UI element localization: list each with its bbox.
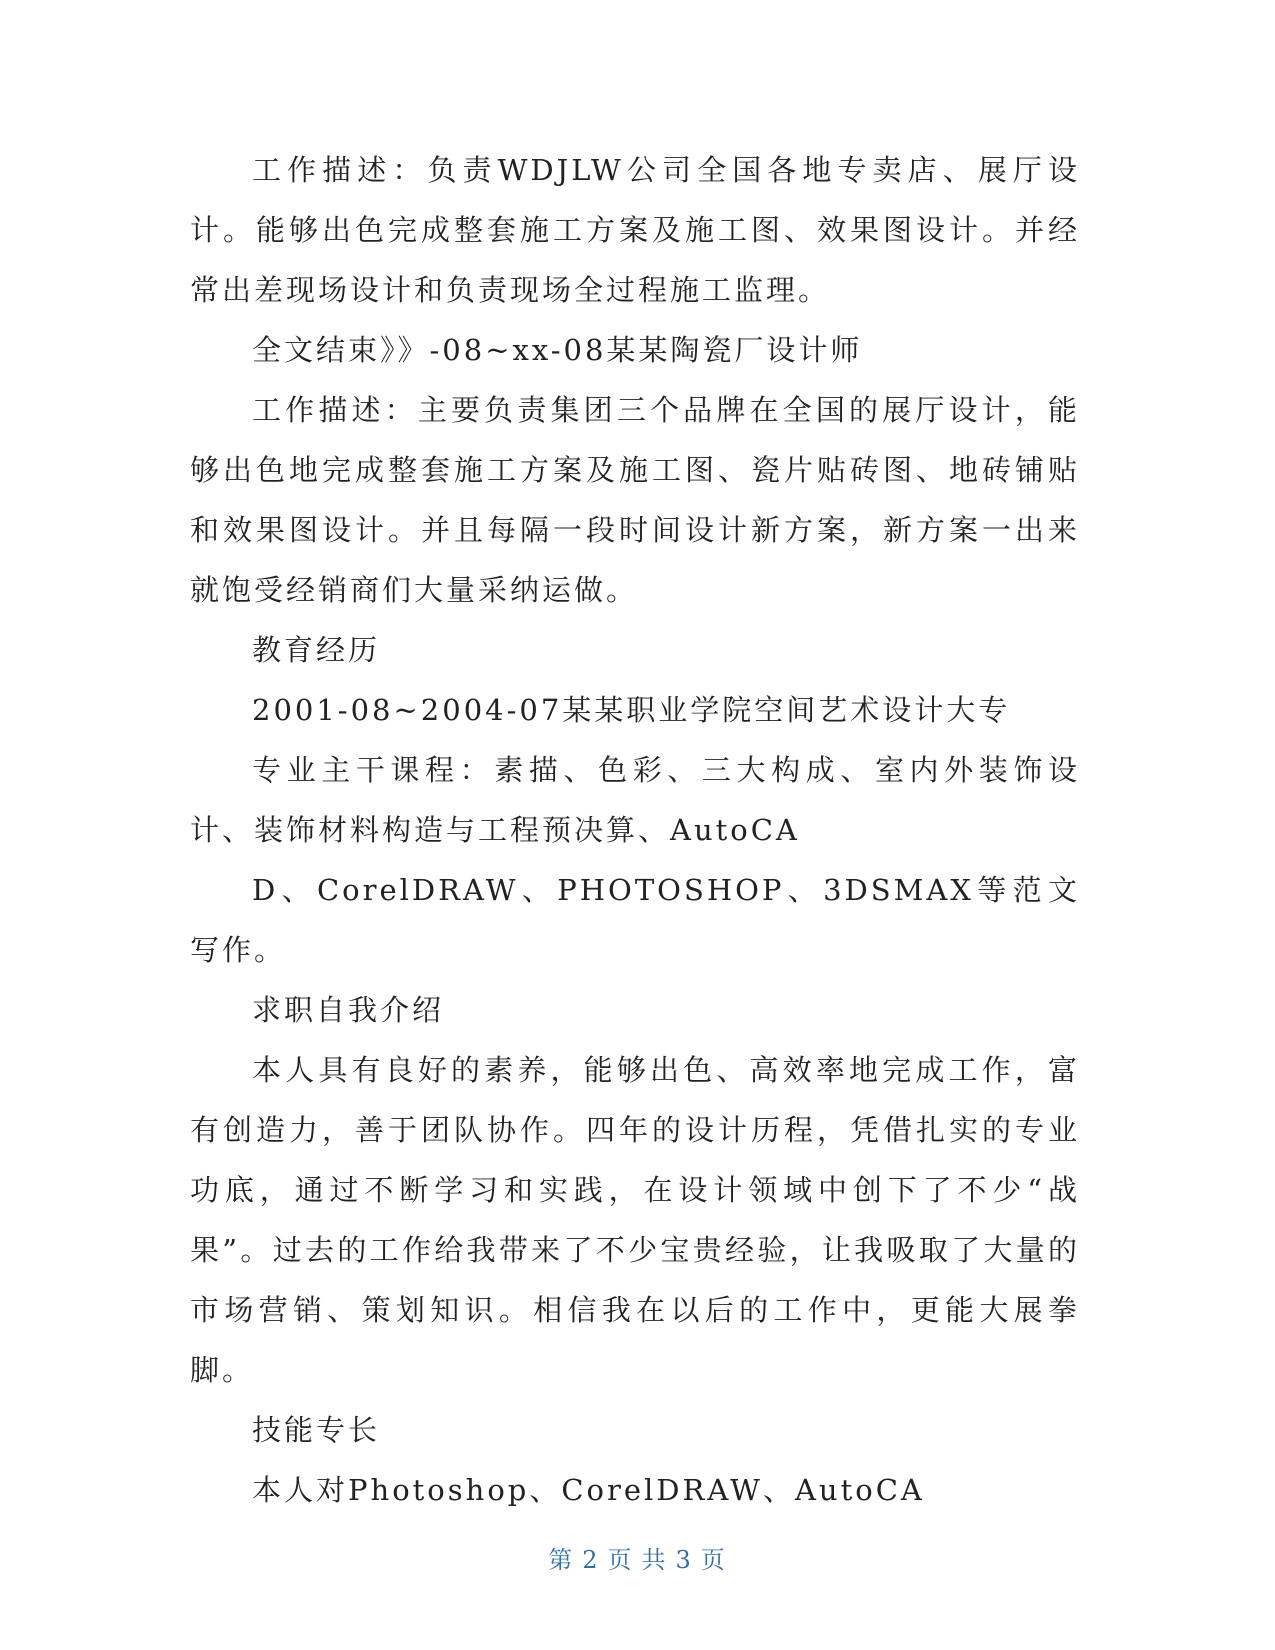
paragraph-courses-continued: D、CorelDRAW、PHOTOSHOP、3DSMAX等范文写作。	[190, 873, 1080, 967]
footer-current-page: 2	[582, 1546, 600, 1574]
page-footer	[0, 1540, 1275, 1575]
document-body	[190, 140, 1080, 1520]
footer-page-word: 页	[607, 1546, 634, 1574]
paragraph-courses: 专业主干课程：素描、色彩、三大构成、室内外装饰设计、装饰材料构造与工程预决算、AutoCA	[190, 753, 1080, 847]
paragraph-self-introduction: 本人具有良好的素养，能够出色、高效率地完成工作，富有创造力，善于团队协作。四年的设计历程，凭借扎实的专业功底，通过不断学习和实践，在设计领域中创下了不少“战果”。过去的工作给我带来了不少宝贵经验，让我吸取了大量的市场营销、策划知识。相信我在以后的工作中，更能大展拳脚。	[190, 1053, 1080, 1387]
paragraph-job-entry: 全文结束》》-08~xx-08某某陶瓷厂设计师	[252, 333, 863, 367]
heading-self-introduction: 求职自我介绍	[252, 993, 445, 1027]
footer-prefix: 第	[548, 1546, 575, 1574]
paragraph-work-description-2: 工作描述：主要负责集团三个品牌在全国的展厅设计，能够出色地完成整套施工方案及施工图、瓷片贴砖图、地砖铺贴和效果图设计。并且每隔一段时间设计新方案，新方案一出来就饱受经销商们大量采纳运做。	[190, 393, 1080, 607]
footer-suffix: 页	[700, 1546, 727, 1574]
heading-education: 教育经历	[252, 633, 381, 667]
footer-total-word: 共	[641, 1546, 668, 1574]
paragraph-education-entry: 2001-08~2004-07某某职业学院空间艺术设计大专	[252, 693, 1011, 727]
paragraph-skills: 本人对Photoshop、CorelDRAW、AutoCA	[252, 1473, 925, 1507]
heading-skills: 技能专长	[252, 1413, 381, 1447]
paragraph-work-description-1: 工作描述：负责WDJLW公司全国各地专卖店、展厅设计。能够出色完成整套施工方案及施工图、效果图设计。并经常出差现场设计和负责现场全过程施工监理。	[190, 153, 1080, 307]
footer-total-pages: 3	[675, 1546, 693, 1574]
